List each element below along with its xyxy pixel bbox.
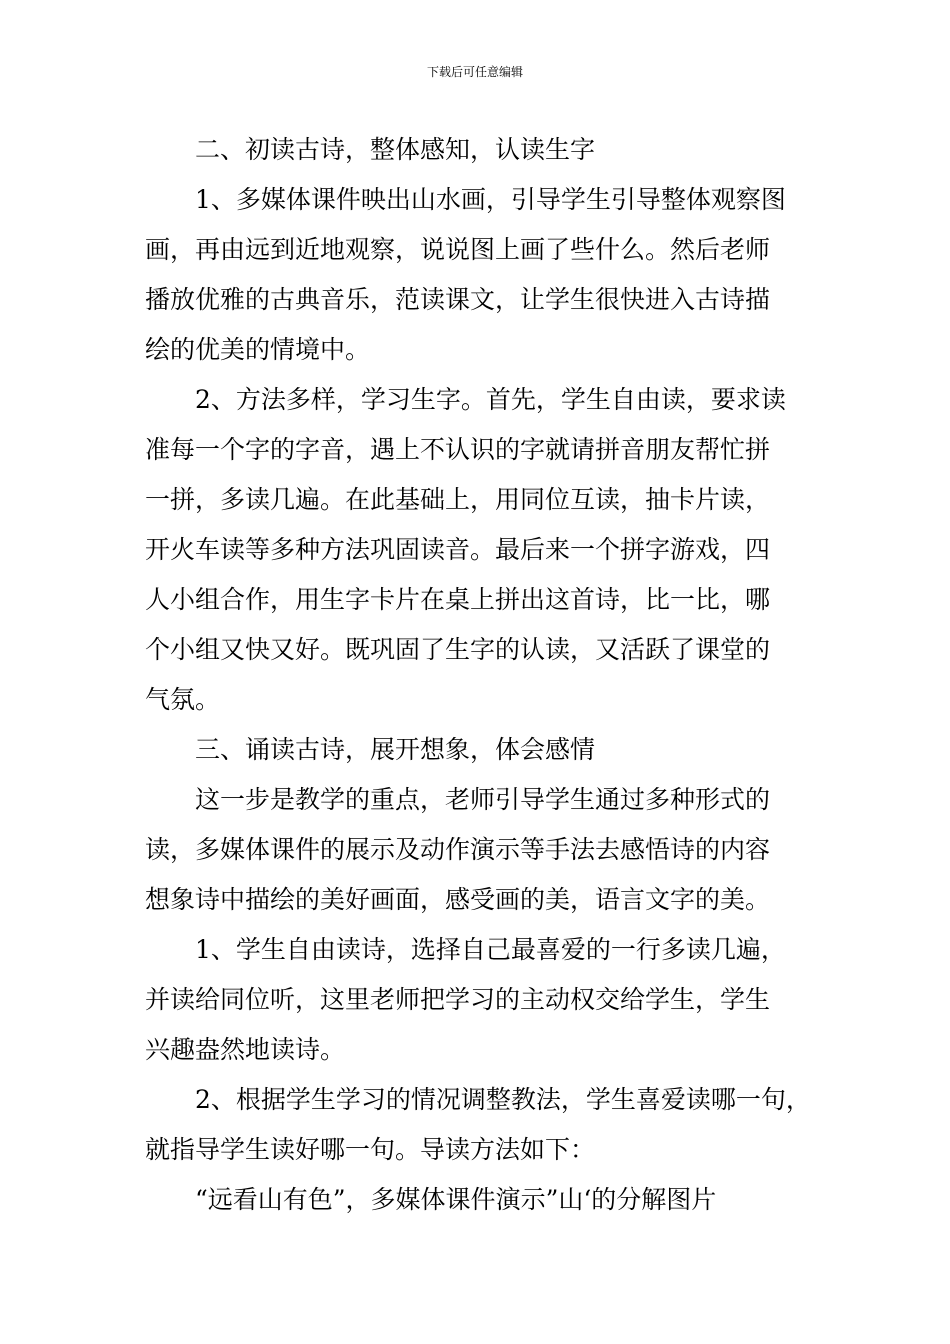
- text-line: 想象诗中描绘的美好画面，感受画的美，语言文字的美。: [145, 885, 771, 914]
- text-line: 2、根据学生学习的情况调整教法，学生喜爱读哪一句，: [195, 1085, 811, 1114]
- text-line: 这一步是教学的重点，老师引导学生通过多种形式的: [195, 785, 771, 814]
- paragraph-line: [0, 282, 950, 318]
- paragraph-line: [0, 532, 950, 568]
- paragraph-line: [0, 1082, 950, 1118]
- paragraph-line: [0, 782, 950, 818]
- text-line: 1、多媒体课件映出山水画，引导学生引导整体观察图: [195, 185, 786, 214]
- paragraph-line: [0, 482, 950, 518]
- text-line: “远看山有色”，多媒体课件演示”山‘的分解图片: [195, 1185, 717, 1214]
- paragraph-line: [0, 682, 950, 718]
- paragraph-line: [0, 632, 950, 668]
- paragraph-line: [0, 182, 950, 218]
- section-heading: [0, 132, 950, 168]
- paragraph-line: [0, 1182, 950, 1218]
- paragraph-line: [0, 832, 950, 868]
- paragraph-line: [0, 332, 950, 368]
- text-line: 开火车读等多种方法巩固读音。最后来一个拼字游戏，四: [145, 535, 771, 564]
- text-line: 就指导学生读好哪一句。导读方法如下：: [145, 1135, 596, 1164]
- text-line: 2、方法多样，学习生字。首先，学生自由读，要求读: [195, 385, 786, 414]
- paragraph-line: [0, 382, 950, 418]
- text-line: 个小组又快又好。既巩固了生字的认读，又活跃了课堂的: [145, 635, 771, 664]
- page-header: 下载后可任意编辑: [426, 65, 523, 79]
- text-line: 播放优雅的古典音乐，范读课文，让学生很快进入古诗描: [145, 285, 771, 314]
- paragraph-line: [0, 882, 950, 918]
- text-line: 画，再由远到近地观察，说说图上画了些什么。然后老师: [145, 235, 771, 264]
- text-line: 三、诵读古诗，展开想象，体会感情: [195, 735, 596, 764]
- text-line: 1、学生自由读诗，选择自己最喜爱的一行多读几遍，: [195, 935, 786, 964]
- text-line: 并读给同位听，这里老师把学习的主动权交给学生，学生: [145, 985, 771, 1014]
- text-line: 二、初读古诗，整体感知，认读生字: [195, 135, 596, 164]
- text-line: 兴趣盎然地读诗。: [145, 1035, 346, 1064]
- text-line: 一拼，多读几遍。在此基础上，用同位互读，抽卡片读，: [145, 485, 771, 514]
- text-line: 气氛。: [145, 685, 221, 714]
- paragraph-line: [0, 232, 950, 268]
- paragraph-line: [0, 1132, 950, 1168]
- text-line: 人小组合作，用生字卡片在桌上拼出这首诗，比一比，哪: [145, 585, 771, 614]
- text-line: 准每一个字的字音，遇上不认识的字就请拼音朋友帮忙拼: [145, 435, 771, 464]
- paragraph-line: [0, 932, 950, 968]
- paragraph-line: [0, 1032, 950, 1068]
- text-line: 绘的优美的情境中。: [145, 335, 371, 364]
- paragraph-line: [0, 432, 950, 468]
- section-heading: [0, 732, 950, 768]
- paragraph-line: [0, 982, 950, 1018]
- paragraph-line: [0, 582, 950, 618]
- text-line: 读，多媒体课件的展示及动作演示等手法去感悟诗的内容: [145, 835, 771, 864]
